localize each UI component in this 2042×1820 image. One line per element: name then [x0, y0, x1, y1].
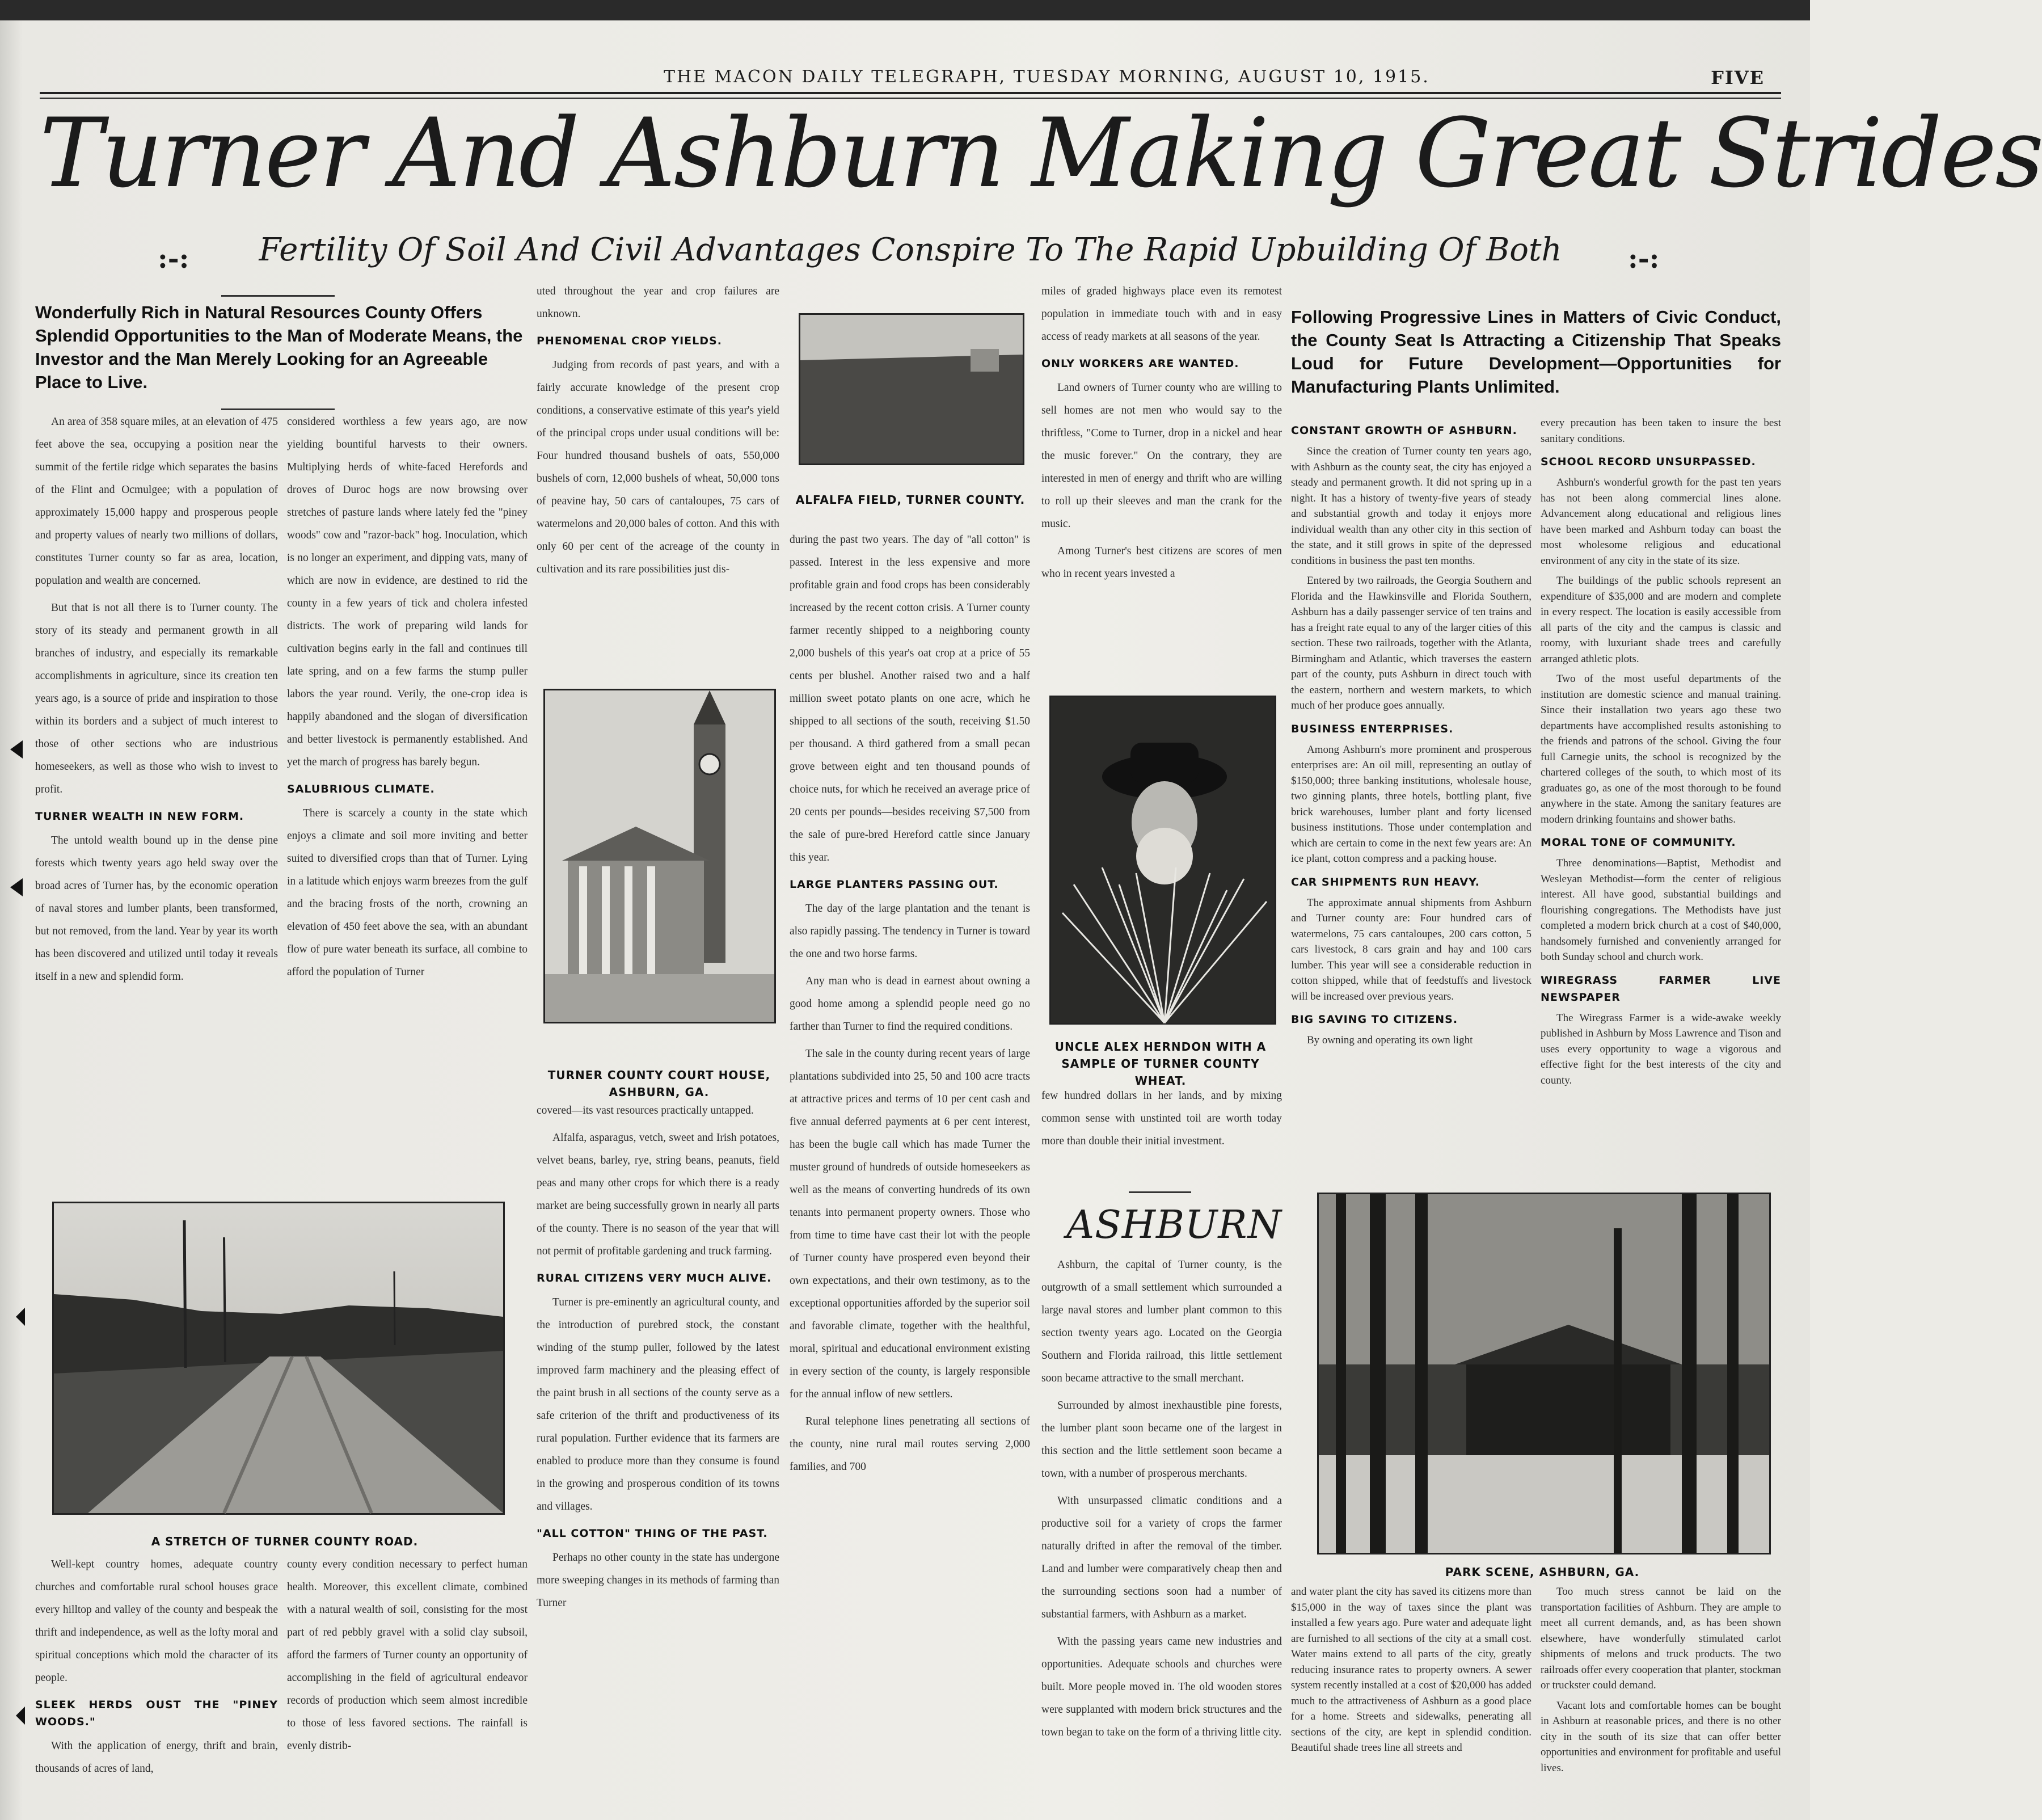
paragraph: The Wiregrass Farmer is a wide-awake weekly published in Ashburn by Moss Lawrence and Tison and uses every opportunity to wage a vigorous and effective fight for the best interests of the city and county.	[1541, 1012, 1781, 1086]
section-heading: ONLY WORKERS ARE WANTED.	[1041, 357, 1239, 370]
paragraph: With unsurpassed climatic conditions and a productive soil for a variety of crops the farmer naturally drifted in after the removal of the timber. Land and lumber were comparatively cheap then and the surrounding sections soon had a number of substantial farmers, with Ashburn as a market.	[1041, 1495, 1282, 1620]
paragraph: The untold wealth bound up in the dense pine forests which twenty years ago held sway over the broad acres of Turner has, by the economic operation of naval stores and lumber plants, been transformed, but not removed, from the land. Year by year its worth has been discovered and utilized until today it reveals itself in a new and splendid form.	[35, 835, 278, 983]
page-number: FIVE	[1711, 67, 1765, 89]
paragraph: during the past two years. The day of "all cotton" is passed. Interest in the less expensive and more profitable grain and food crops has been considerably increased by the recent cotton crisis. A Turner county farmer recently shipped to a neighboring county 2,000 bushels of this year's oat crop at a price of 55 cents per blushel. Another raised two and a half million sweet potato plants on one acre, which he shipped to all sections of the south, receiving $1.50 per thousand. A third gathered from a small pecan grove between eight and ten thousand pounds of choice nuts, for which he received an average price of 20 cents per pounds—besides receiving $7,500 from the sale of pure-bred Hereford cattle since January this year.	[790, 534, 1030, 863]
paragraph: Ashburn's wonderful growth for the past ten years has not been along commercial lines alone. Advancement along educational and religious lines have been marked and Ashburn today can boast the most wholesome religious and educational environment of any city in the state of its size.	[1541, 477, 1781, 567]
margin-mark	[16, 1308, 25, 1326]
courthouse-photo	[543, 689, 776, 1023]
column-1	[35, 411, 278, 1182]
herndon-caption: UNCLE ALEX HERNDON WITH A SAMPLE OF TURNER COUNTY WHEAT.	[1054, 1040, 1267, 1088]
paragraph: few hundred dollars in her lands, and by mixing common sense with unstinted toil are worth today more than double their initial investment.	[1041, 1090, 1282, 1147]
paragraph: Among Ashburn's more prominent and prosperous enterprises are: An oil mill, representing an outlay of $150,000; three banking institutions, wholesale house, two ginning plants, three hotels, bottling plant, five brick warehouses, lumber plant and forty licensed business institutions. Those under contemplation and which are certain to come in the next few years are: An ice plant, cotton compress and a packing house.	[1291, 743, 1532, 865]
column-5	[1041, 280, 1282, 677]
margin-mark	[10, 740, 23, 759]
paragraph: With the passing years came new industries and opportunities. Adequate schools and churches were built. More people moved in. The old wooden stores were supplanted with modern brick structures and the town began to take on the form of a thriving little city.	[1041, 1636, 1282, 1738]
section-heading: PHENOMENAL CROP YIELDS.	[537, 335, 722, 347]
deck-rule-top	[221, 295, 335, 297]
paragraph: The day of the large plantation and the tenant is also rapidly passing. The tendency in Turner is toward the one and two horse farms.	[790, 903, 1030, 960]
section-heading: "ALL COTTON" THING OF THE PAST.	[537, 1527, 768, 1540]
paragraph: Well-kept country homes, adequate country churches and comfortable rural school houses grace every hilltop and valley of the county and bespeak the thrift and independence, as well as the lofty moral and spiritual conceptions which mold the character of its people.	[35, 1558, 278, 1684]
paragraph: Perhaps no other county in the state has undergone more sweeping changes in its methods of farming than Turner	[537, 1552, 779, 1609]
paragraph: The sale in the county during recent years of large plantations subdivided into 25, 50 and 100 acre tracts at attractive prices and terms of 10 per cent cash and five annual deferred payments at 6 per cent interest, has been the bugle call which has made Turner the muster ground of hundreds of outside homeseekers as well as the means of converting hundreds of its own tenants into permanent property owners. Those who from time to time have cast their lot with the people of Turner county have prospered even beyond their own expectations, and their own testimony, as to the exceptional opportunities afforded by the superior soil and favorable climate, together with the healthful, moral, spiritual and educational environment existing in every section of the county, is largely responsible for the annual inflow of new settlers.	[790, 1048, 1030, 1400]
paragraph: Too much stress cannot be laid on the transportation facilities of Ashburn. They are ample to meet all current demands, and, as has been shown elsewhere, have wonderfully stimulated carlot shipments of melons and truck products. The two railroads offer every cooperation that planter, stockman or truckster could demand.	[1541, 1586, 1781, 1691]
paragraph: By owning and operating its own light	[1307, 1034, 1473, 1046]
paragraph: county every condition necessary to perfect human health. Moreover, this excellent climate, combined with a natural wealth of soil, consisting for the most part of red pebbly gravel with a solid clay subsoil, afford the farmers of Turner county an opportunity of accomplishing in the field of agricultural endeavor records of production which seem almost incredible to those of less favored sections. The rainfall is evenly distrib-	[287, 1558, 528, 1752]
paragraph: But that is not all there is to Turner county. The story of its steady and permanent growth in all branches of industry, and especially its remarkable accomplishments in agriculture, since its creation ten years ago, is a source of pride and inspiration to those within its borders and a subject of much interest to those of other sections who are industrious homeseekers, as well as those who wish to invest to profit.	[35, 602, 278, 795]
paragraph: considered worthless a few years ago, are now yielding bountiful harvests to their owners. Multiplying herds of white-faced Herefords and droves of Duroc hogs are now browsing over stretches of pasture lands where lately fed the "piney woods" cow and "razor-back" hog. Inoculation, which is no longer an experiment, and dipping vats, many of which are now in evidence, are destined to rid the county in a few years of tick and cholera infested districts. The work of preparing wild lands for cultivation begins early in the fall and continues till late spring, and on a few farms the stump puller labors the year round. Verily, the one-crop idea is happily abandoned and the slogan of diversification and better livestock is permanently established. And yet the march of progress has barely begun.	[287, 416, 528, 768]
courthouse-image	[545, 690, 774, 1022]
ornament-right: :-:	[1628, 243, 1660, 275]
folio-line: THE MACON DAILY TELEGRAPH, TUESDAY MORNING, AUGUST 10, 1915.	[664, 67, 1430, 87]
bottom-column-1	[35, 1553, 278, 1814]
paragraph: Among Turner's best citizens are scores of men who in recent years invested a	[1041, 545, 1282, 580]
top-rule	[40, 92, 1781, 94]
column-6	[1291, 415, 1532, 1170]
alfalfa-caption: ALFALFA FIELD, TURNER COUNTY.	[795, 493, 1026, 507]
road-caption: A STRETCH OF TURNER COUNTY ROAD.	[151, 1535, 419, 1548]
paragraph: The approximate annual shipments from Ashburn and Turner county are: Four hundred cars of watermelons, 75 cars cantaloupes, 200 cars cotton, 5 cars livestock, 8 cars grain and hay and 100 cars lumber. This year will see a considerable reduction in cotton shipped, while that of feedstuffs and livestock will be increased over previous years.	[1291, 896, 1532, 1002]
deck-rule-bottom	[221, 408, 335, 410]
section-heading: CONSTANT GROWTH OF ASHBURN.	[1291, 424, 1517, 437]
column-7	[1541, 415, 1781, 1170]
paragraph: Alfalfa, asparagus, vetch, sweet and Irish potatoes, velvet beans, barley, rye, string beans, peanuts, field peas and many other crops for which there is a ready market are being successfully grown in nearly all parts of the county. There is no season of the year that will not permit of profitable gardening and truck farming.	[537, 1132, 779, 1257]
column-2	[287, 411, 528, 1182]
subheadline: Fertility Of Soil And Civil Advantages Conspire To The Rapid Upbuilding Of Both	[259, 231, 1562, 268]
park-photo	[1317, 1193, 1771, 1554]
paragraph: With the application of energy, thrift and brain, thousands of acres of land,	[35, 1740, 278, 1775]
section-heading: SALUBRIOUS CLIMATE.	[287, 783, 435, 795]
paragraph: Vacant lots and comfortable homes can be bought in Ashburn at reasonable prices, and there is no other city in the south of its size that can offer better opportunities and environment for profitable and useful lives.	[1541, 1699, 1781, 1774]
road-photo	[52, 1202, 505, 1515]
section-heading: TURNER WEALTH IN NEW FORM.	[35, 810, 244, 823]
section-heading: RURAL CITIZENS VERY MUCH ALIVE.	[537, 1272, 772, 1284]
section-heading: BUSINESS ENTERPRISES.	[1291, 722, 1454, 735]
left-deck: Wonderfully Rich in Natural Resources County Offers Splendid Opportunities to the Man of Moderate Means, the Investor and the Man Merely Looking for an Agreeable Place to Live.	[35, 302, 523, 392]
paragraph: Any man who is dead in earnest about owning a good home among a splendid people need go no farther than Turner to find the required conditions.	[790, 975, 1030, 1033]
alfalfa-image	[800, 315, 1023, 464]
paragraph: Since the creation of Turner county ten years ago, with Ashburn as the county seat, the city has enjoyed a steady and permanent growth. It did not spring up in a night. It has a history of twenty-five years of steady and substantial growth and today it enjoys more individual wealth than any other city in this section of the state, and it still grows in spite of the depressed conditions in business the past ten months.	[1291, 445, 1532, 567]
paragraph: and water plant the city has saved its citizens more than $15,000 in the way of taxes since the plant was installed a few years ago. Pure water and adequate light are furnished to all sections of the city at a small cost. Water mains extend to all parts of the city, greatly reducing insurance rates to property owners. A sewer system recently installed at a cost of $20,000 has added much to the attractiveness of Ashburn as a good place for a home. Streets and sidewalks, penerating all sections of the city, are kept in splendid condition. Beautiful shade trees line all streets and	[1291, 1586, 1532, 1754]
courthouse-caption: TURNER COUNTY COURT HOUSE, ASHBURN, GA.	[547, 1068, 771, 1099]
section-heading: BIG SAVING TO CITIZENS.	[1291, 1013, 1458, 1026]
paragraph: miles of graded highways place even its remotest population in immediate touch with and in easy access of ready markets at all seasons of the year.	[1041, 285, 1282, 343]
road-image	[54, 1203, 503, 1513]
column-3-lower	[537, 1099, 779, 1814]
paragraph: Surrounded by almost inexhaustible pine forests, the lumber plant soon became one of the largest in this section and the little settlement soon became a town, with a number of prosperous merchants.	[1041, 1400, 1282, 1480]
paragraph: Turner is pre-eminently an agricultural county, and the introduction of purebred stock, the constant winding of the stump puller, followed by the latest improved farm machinery and the pleasing effect of the paint brush in all sections of the county serve as a safe criterion of the thrift and productiveness of its rural population. Further evidence that its farmers are enabled to produce more than they consume is found in the growing and prosperous condition of its towns and villages.	[537, 1296, 779, 1513]
alfalfa-photo	[799, 313, 1024, 465]
section-heading: SCHOOL RECORD UNSURPASSED.	[1541, 456, 1756, 468]
bottom-column-7	[1541, 1584, 1781, 1814]
section-heading: SLEEK HERDS OUST THE "PINEY WOODS."	[35, 1699, 278, 1728]
section-heading: WIREGRASS FARMER LIVE NEWSPAPER	[1541, 974, 1781, 1004]
paragraph: every precaution has been taken to insure the best sanitary conditions.	[1541, 417, 1781, 445]
paragraph: Entered by two railroads, the Georgia Southern and Florida and the Hawkinsville and Florida Southern, Ashburn has a daily passenger service of ten trains and has a freight rate equal to any of the larger cities of this section. These two railroads, together with the Atlanta, Birmingham and Atlantic, which traverses the eastern part of the county, puts Ashburn in direct touch with the eastern, northern and western markets, to which much of her produce goes annually.	[1291, 575, 1532, 711]
column-5-lower	[1041, 1085, 1282, 1181]
ornament-left: :-:	[158, 243, 189, 275]
herndon-image	[1051, 697, 1275, 1023]
paragraph: The buildings of the public schools represent an expenditure of $35,000 and are modern and complete in every respect. The location is easily accessible from all parts of the city and the campus is classic and roomy, with luxuriant shade trees and carefully arranged athletic plots.	[1541, 575, 1781, 665]
paragraph: Land owners of Turner county who are willing to sell homes are not men who would say to the thriftless, "Come to Turner, drop in a nickel and hear the music forever." On the contrary, they are interested in men of energy and thrift who are willing to roll up their sleeves and man the crank for the music.	[1041, 382, 1282, 530]
herndon-photo	[1049, 696, 1276, 1025]
section-heading: CAR SHIPMENTS RUN HEAVY.	[1291, 875, 1480, 888]
paragraph: Three denominations—Baptist, Methodist and Wesleyan Methodist—form the center of religious interest. All have good, substantial buildings and flourishing congregations. The Methodists have just completed a modern brick church at a cost of $40,000, handsomely furnished and conveniently arranged for both Sunday school and church work.	[1541, 857, 1781, 963]
paragraph: Judging from records of past years, and with a fairly accurate knowledge of the present crop conditions, a conservative estimate of this year's yield of the principal crops under usual conditions will be: Four hundred thousand bushels of oats, 550,000 bushels of corn, 12,000 bushels of wheat, 50,000 tons of peavine hay, 50 cars of cantaloupes, 75 cars of watermelons and 20,000 bales of cotton. And this with only 60 per cent of the acreage of the county in cultivation and its rare possibilities just dis-	[537, 359, 779, 575]
ashburn-column	[1041, 1254, 1282, 1815]
column-3	[537, 280, 779, 694]
park-image	[1319, 1194, 1769, 1553]
paragraph: There is scarcely a county in the state which enjoys a climate and soil more inviting and better suited to diversified crops than that of Turner. Lying in a latitude which enjoys warm breezes from the gulf and the bracing frosts of the north, crowning an elevation of 450 feet above the sea, with an abundant flow of pure water beneath its surface, all combine to afford the population of Turner	[287, 807, 528, 978]
scan-top-border	[0, 0, 1810, 20]
bottom-column-2	[287, 1553, 528, 1814]
paragraph: Two of the most useful departments of the institution are domestic science and manual training. Since their installation two years ago these two departments have accomplished results astonishing to the friends and patrons of the school. Giving the four full Carnegie units, the school is recognized by the chartered colleges of the south, to which most of its graduates go, as one of the most thorough to be found anywhere in the state. Among the sanitary features are modern drinking fountains and shower baths.	[1541, 673, 1781, 825]
paragraph: covered—its vast resources practically untapped.	[537, 1105, 754, 1117]
right-deck: Following Progressive Lines in Matters of Civic Conduct, the County Seat Is Attracting a Citizenship That Speaks Loud for Future Development—Opportunities for Manufacturing Plants Unlimited.	[1291, 307, 1781, 397]
paragraph: uted throughout the year and crop failures are unknown.	[537, 285, 779, 320]
margin-mark	[10, 878, 23, 896]
section-heading: LARGE PLANTERS PASSING OUT.	[790, 878, 999, 891]
bottom-column-6	[1291, 1584, 1532, 1814]
paragraph: An area of 358 square miles, at an elevation of 475 feet above the sea, occupying a position near the summit of the fertile ridge which separates the basins of the Flint and Ocmulgee; with a population of approximately 15,000 happy and prosperous people and property values of nearly two millions of dollars, constitutes Turner county so far as area, location, population and wealth are concerned.	[35, 416, 278, 587]
section-rule	[1129, 1191, 1191, 1193]
section-heading: MORAL TONE OF COMMUNITY.	[1541, 836, 1736, 849]
paragraph: Rural telephone lines penetrating all sections of the county, nine rural mail routes serving 2,000 families, and 700	[790, 1415, 1030, 1473]
paragraph: Ashburn, the capital of Turner county, is the outgrowth of a small settlement which surrounded a large naval stores and lumber plant common to this section twenty years ago. Located on the Georgia Southern and Florida railroad, this little settlement soon became attractive to the small merchant.	[1041, 1259, 1282, 1384]
column-4	[790, 529, 1030, 1814]
main-headline: Turner And Ashburn Making Great Strides	[40, 98, 2042, 209]
margin-mark	[16, 1707, 25, 1725]
ashburn-title: ASHBURN	[1066, 1203, 1282, 1248]
park-caption: PARK SCENE, ASHBURN, GA.	[1445, 1565, 1640, 1579]
